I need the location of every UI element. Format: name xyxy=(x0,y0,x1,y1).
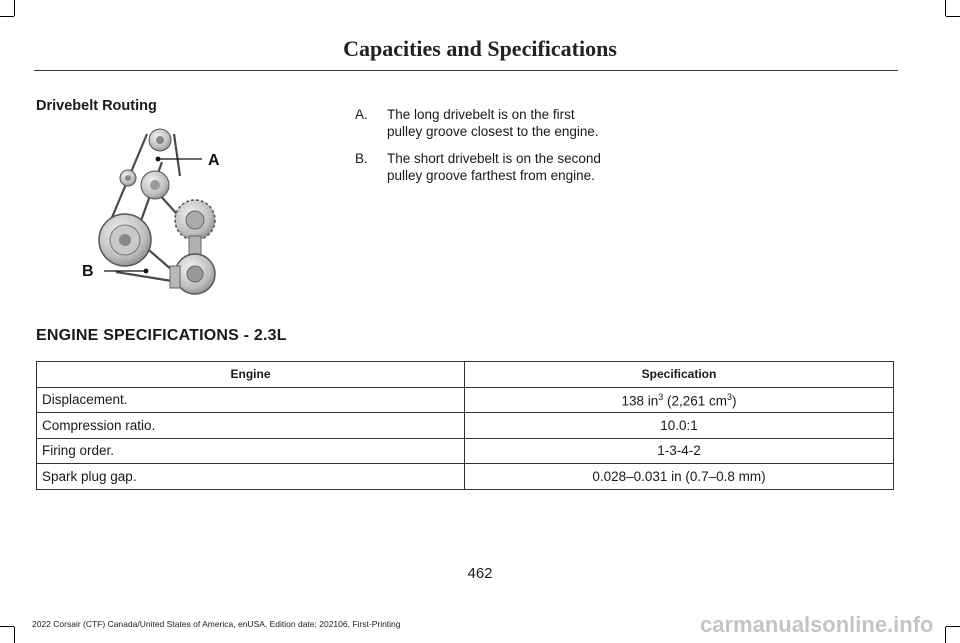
callout-b: B xyxy=(82,263,94,280)
callout-a: A xyxy=(208,152,220,169)
crop-mark xyxy=(0,626,14,627)
value-part: 138 in xyxy=(621,393,659,408)
value-part: ) xyxy=(732,393,737,408)
note-text: The short drivebelt is on the second pulley groove farthest from engine. xyxy=(387,151,601,183)
crop-mark xyxy=(14,627,15,643)
table-row xyxy=(37,464,894,490)
value-part: (2,261 cm xyxy=(663,393,728,408)
row-value: 10.0:1 xyxy=(465,413,894,439)
engine-specs-table xyxy=(36,361,894,490)
page-number: 462 xyxy=(467,565,493,582)
note-key: A. xyxy=(355,107,368,122)
drivebelt-section-title: Drivebelt Routing xyxy=(36,98,157,114)
note-item xyxy=(355,106,605,140)
drivebelt-routing-diagram xyxy=(70,122,260,304)
row-label: Spark plug gap. xyxy=(37,464,465,490)
note-key: B. xyxy=(355,151,368,166)
table-header-row xyxy=(37,362,894,388)
crop-mark xyxy=(0,16,14,17)
superscript: 3 xyxy=(658,391,664,402)
engine-specs-title: ENGINE SPECIFICATIONS - 2.3L xyxy=(36,327,287,344)
header-rule xyxy=(34,70,898,71)
footer-edition-info: 2022 Corsair (CTF) Canada/United States of America, enUSA, Edition date: 202106, First-Printing xyxy=(32,619,401,629)
crop-mark xyxy=(945,0,946,16)
table-row xyxy=(37,413,894,439)
row-label: Compression ratio. xyxy=(37,413,465,439)
crop-mark xyxy=(946,626,960,627)
table-row xyxy=(37,438,894,464)
row-value: 1-3-4-2 xyxy=(465,438,894,464)
table-row xyxy=(37,387,894,413)
crop-mark xyxy=(14,0,15,16)
row-value xyxy=(465,387,894,413)
column-header-specification: Specification xyxy=(465,362,894,388)
superscript: 3 xyxy=(727,391,733,402)
crop-mark xyxy=(946,16,960,17)
crop-mark xyxy=(945,627,946,643)
drivebelt-notes xyxy=(355,106,605,194)
row-label: Displacement. xyxy=(37,387,465,413)
column-header-engine: Engine xyxy=(37,362,465,388)
note-text: The long drivebelt is on the first pulley groove closest to the engine. xyxy=(387,107,599,139)
watermark: carmanualsonline.info xyxy=(700,612,934,637)
row-label: Firing order. xyxy=(37,438,465,464)
row-value: 0.028–0.031 in (0.7–0.8 mm) xyxy=(465,464,894,490)
page-header-title: Capacities and Specifications xyxy=(343,36,617,61)
note-item xyxy=(355,150,605,184)
